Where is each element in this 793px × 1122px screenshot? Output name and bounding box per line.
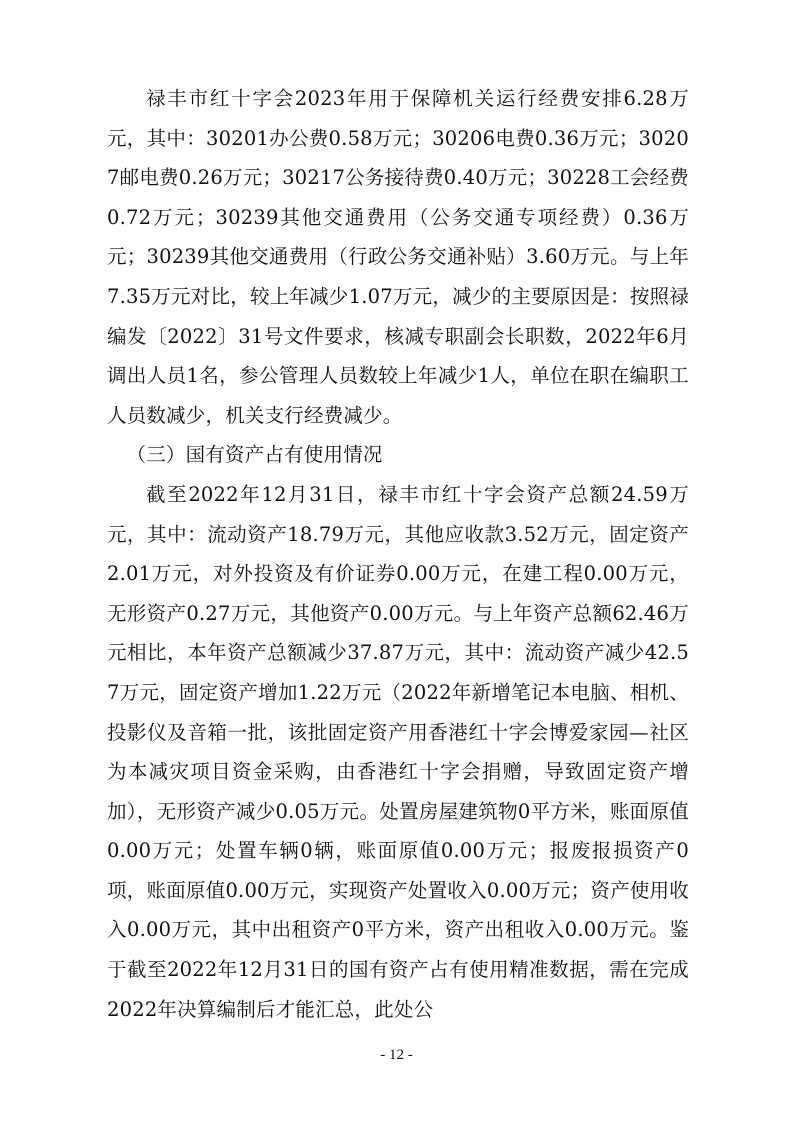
paragraph-state-assets: 截至2022年12月31日，禄丰市红十字会资产总额24.59万元，其中：流动资产18.79万元，其他应收款3.52万元，固定资产2.01万元，对外投资及有价证券0.00万元，在建工程0.00万元，无形资产0.27万元，其他资产0.00万元。与上年资产总额62.46万元相比，本年资产总额减少37.87万元，其中：流动资产减少42.57万元，固定资产增加1.22万元（2022年新增笔记本电脑、相机、投影仪及音箱一批，该批固定资产用香港红十字会博爱家园—社区为本减灾项目资金采购，由香港红十字会捐赠，导致固定资产增加），无形资产减少0.05万元。处置房屋建筑物0平方米，账面原值0.00万元；处置车辆0辆，账面原值0.00万元；报废报损资产0项，账面原值0.00万元，实现资产处置收入0.00万元；资产使用收入0.00万元，其中出租资产0平方米，资产出租收入0.00万元。鉴于截至2022年12月31日的国有资产占有使用精准数据，需在完成2022年决算编制后才能汇总，此处公 — [107, 482, 689, 1021]
section-heading: （三）国有资产占有使用情况 — [126, 443, 383, 467]
paragraph-operating-expenses: 禄丰市红十字会2023年用于保障机关运行经费安排6.28万元，其中：30201办公费0.58万元；30206电费0.36万元；30207邮电费0.26万元；30217公务接待费0.40万元；30228工会经费0.72万元；30239其他交通费用（公务交通专项经费）0.36万元；30239其他交通费用（行政公务交通补贴）3.60万元。与上年7.35万元对比，较上年减少1.07万元，减少的主要原因是：按照禄编发〔2022〕31号文件要求，核减专职副会长职数，2022年6月调出人员1名，参公管理人员数较上年减少1人，单位在职在编职工人员数减少，机关支行经费减少。 — [107, 87, 689, 427]
page-body — [107, 79, 689, 1029]
page-number: - 12 - — [380, 1047, 413, 1063]
